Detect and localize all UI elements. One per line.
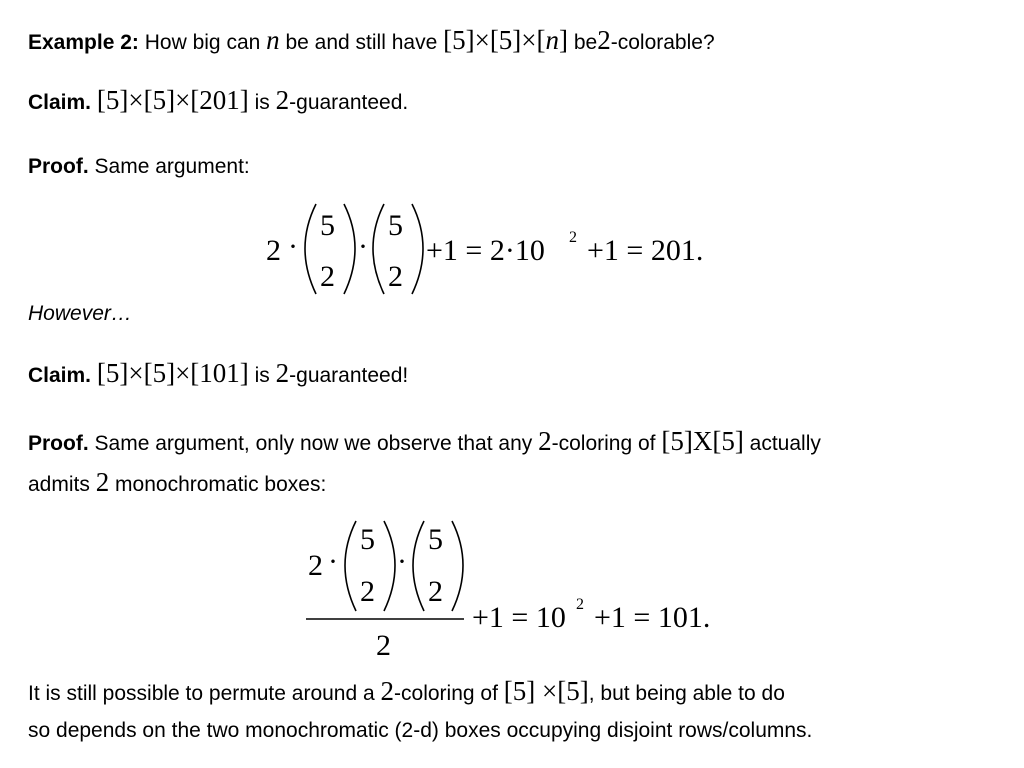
eq2-binom-1-top: 5 <box>360 523 375 556</box>
proof-2-text-5: monochromatic boxes: <box>115 473 327 496</box>
claim-1 <box>28 87 408 114</box>
proof-2-label: Proof. <box>28 432 89 455</box>
closing-line-1 <box>28 678 785 705</box>
claim-2-math-2: 2 <box>275 358 290 388</box>
closing-text-2: -coloring of <box>394 682 498 705</box>
example-text-3: be <box>573 31 598 54</box>
claim-2-text-2: -guaranteed! <box>289 364 409 387</box>
equation-1 <box>260 198 740 302</box>
eq2-dot-2: · <box>397 545 407 578</box>
claim-2-label: Claim. <box>28 364 92 387</box>
eq2-binom-1-right-paren <box>384 521 395 611</box>
claim-2-math: [5]×[5]×[101] <box>96 358 249 388</box>
example-text-2: be and still have <box>285 31 438 54</box>
claim-1-math-2: 2 <box>275 85 290 115</box>
eq2-dot-1: · <box>328 545 338 578</box>
closing-math-1: 2 <box>380 676 395 706</box>
eq2-binom-2-bottom: 2 <box>428 575 443 608</box>
eq1-rest-b: +1 = 201. <box>587 234 704 267</box>
proof-2-text-1: Same argument, only now we observe that any <box>94 432 533 455</box>
proof-2-math-2: [5]X[5] <box>661 426 744 456</box>
eq1-binom-1-top: 5 <box>320 209 335 242</box>
eq1-binom-1-right-paren <box>344 204 355 294</box>
eq1-binom-1-left-paren <box>305 204 316 294</box>
eq2-denominator: 2 <box>376 629 391 662</box>
eq2-binom-2-left-paren <box>413 521 424 611</box>
example-text-4: -colorable? <box>610 31 715 54</box>
proof-2-math-1: 2 <box>538 426 552 456</box>
proof-2-line-2 <box>28 469 326 496</box>
eq2-binom-2-top: 5 <box>428 523 443 556</box>
proof-2-math-3: 2 <box>95 467 110 497</box>
proof-2-text-2: -coloring of <box>551 432 656 455</box>
eq1-binom-2-top: 5 <box>388 209 403 242</box>
eq1-exponent: 2 <box>569 229 577 246</box>
eq1-rest-a: +1 = 2·10 <box>426 234 545 267</box>
proof-2-text-4: admits <box>28 473 90 496</box>
proof-1-text: Same argument: <box>94 155 250 178</box>
closing-text-1: It is still possible to permute around a <box>28 682 375 705</box>
eq2-rest-b: +1 = 101. <box>594 601 711 634</box>
example-line <box>28 27 715 54</box>
eq1-binom-2-left-paren <box>373 204 384 294</box>
eq1-binom-2-bottom: 2 <box>388 260 403 293</box>
example-math-2: 2 <box>597 25 611 55</box>
eq1-binom-1-bottom: 2 <box>320 260 335 293</box>
eq2-binom-1-left-paren <box>345 521 356 611</box>
eq2-lead: 2 <box>308 549 323 582</box>
claim-1-text-1: is <box>254 91 270 114</box>
eq1-lead: 2 <box>266 234 281 267</box>
proof-2-line-1 <box>28 428 821 455</box>
eq2-binom-1-bottom: 2 <box>360 575 375 608</box>
claim-2 <box>28 360 408 387</box>
example-text-1: How big can <box>144 31 261 54</box>
closing-line-2: so depends on the two monochromatic (2-d) boxes occupying disjoint rows/columns. <box>28 719 813 742</box>
example-math-1: [5]×[5]×[n] <box>443 25 569 55</box>
claim-2-text-1: is <box>254 364 270 387</box>
claim-1-math: [5]×[5]×[201] <box>96 85 249 115</box>
claim-1-text-2: -guaranteed. <box>289 91 409 114</box>
eq1-dot-2: · <box>358 230 368 263</box>
eq2-exponent: 2 <box>576 596 584 613</box>
eq2-binom-2-right-paren <box>452 521 463 611</box>
example-label: Example 2: <box>28 31 139 54</box>
however-text: However… <box>28 302 132 325</box>
eq2-rest-a: +1 = 10 <box>472 601 566 634</box>
closing-math-2: [5] ×[5] <box>503 676 589 706</box>
eq1-binom-2-right-paren <box>412 204 423 294</box>
proof-1 <box>28 156 250 177</box>
claim-1-label: Claim. <box>28 91 92 114</box>
equation-2 <box>300 515 740 665</box>
proof-2-text-3: actually <box>749 432 821 455</box>
eq1-dot-1: · <box>288 230 298 263</box>
example-var-n: n <box>266 25 280 55</box>
proof-1-label: Proof. <box>28 155 89 178</box>
closing-text-3: , but being able to do <box>588 682 785 705</box>
